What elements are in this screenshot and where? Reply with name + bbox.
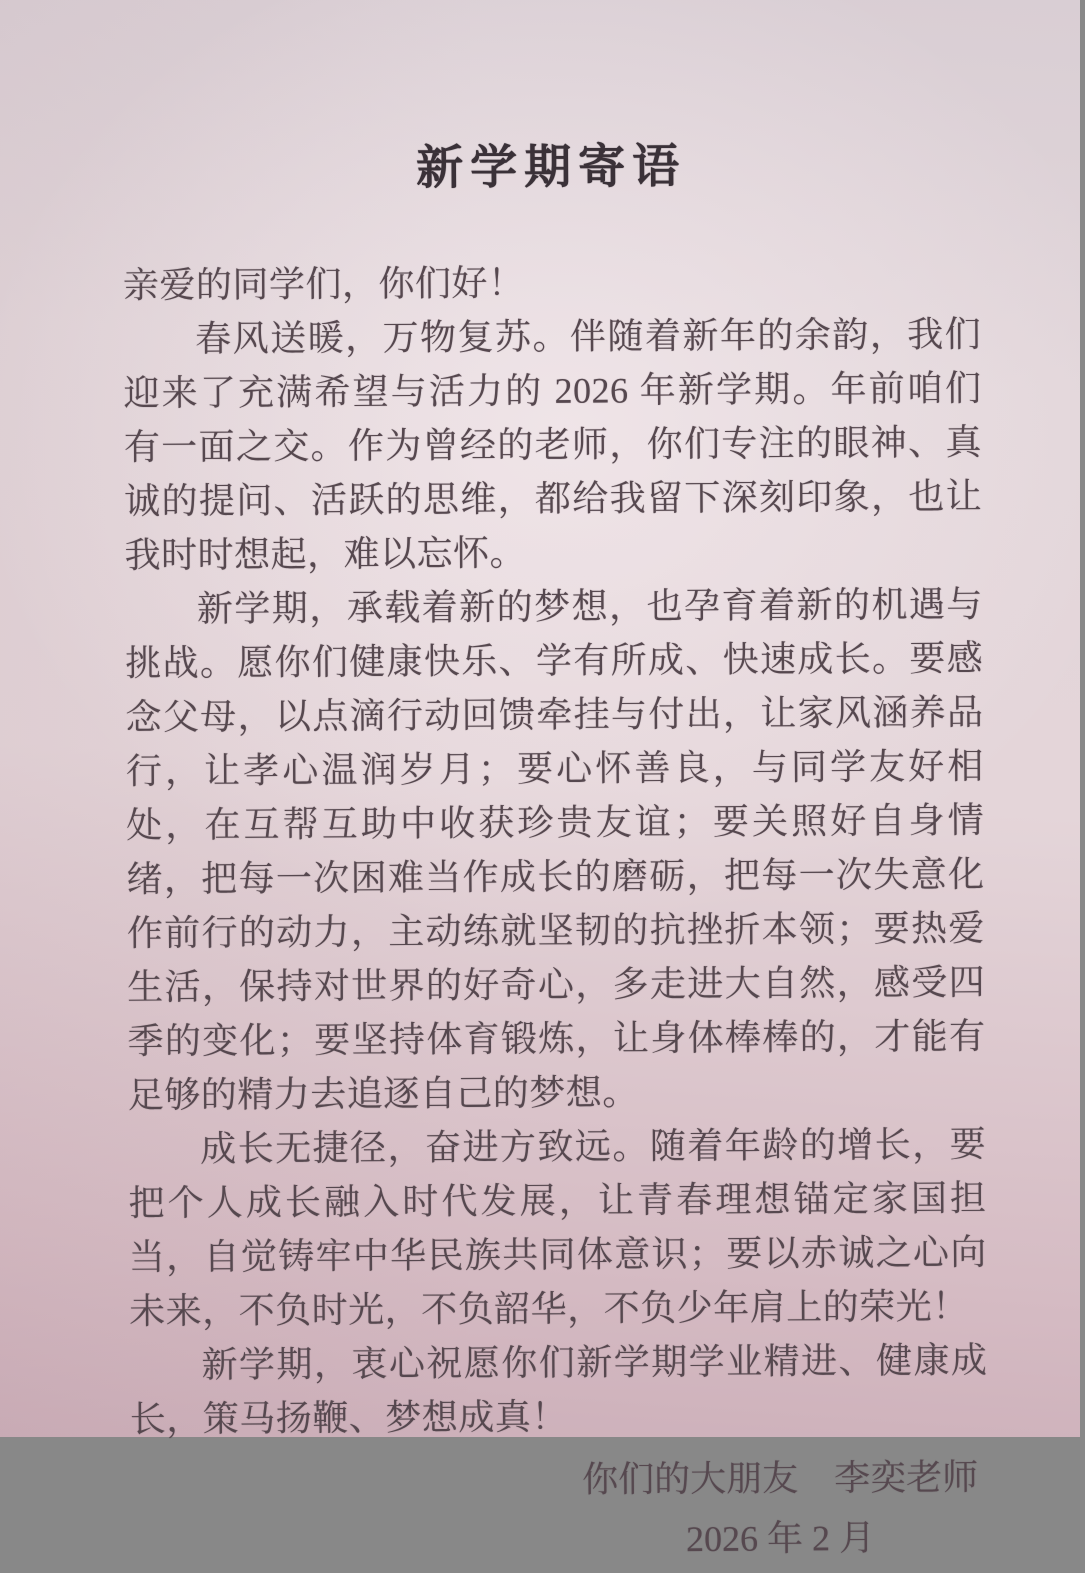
paragraph: 新学期，衷心祝愿你们新学期学业精进、健康成长，策马扬鞭、梦想成真！ (129, 1340, 988, 1440)
paragraph: 成长无捷径，奋进方致远。随着年龄的增长，要把个人成长融入时代发展，让青春理想锚定家国担当，自觉铸牢中华民族共同体意识；要以赤诚之心向未来，不负时光，不负韶华，不负少年肩上的荣光！ (128, 1124, 987, 1332)
signature-block (582, 1447, 979, 1569)
paragraph: 新学期，承载着新的梦想，也孕育着新的机遇与挑战。愿你们健康快乐、学有所成、快速成长。要感念父母，以点滴行动回馈牵挂与付出，让家风涵养品行，让孝心温润岁月；要心怀善良，与同学友好相处，在互帮互助中收获珍贵友谊；要关照好自身情绪，把每一次困难当作成长的磨砺，把每一次失意化作前行的动力，主动练就坚韧的抗挫折本领；要热爱生活，保持对世界的好奇心，多走进大自然，感受四季的变化；要坚持体育锻炼，让身体棒棒的，才能有足够的精力去追逐自己的梦想。 (125, 584, 986, 1116)
salutation: 亲爱的同学们，你们好！ (122, 263, 525, 306)
signature-date: 2026 年 2 月 (685, 1517, 876, 1560)
letter-body (123, 307, 988, 1446)
signature-name: 你们的大朋友 李奕老师 (582, 1457, 979, 1500)
page-title: 新学期寄语 (416, 141, 687, 195)
paragraph: 春风送暖，万物复苏。伴随着新年的余韵，我们迎来了充满希望与活力的 2026 年新学期。年前咱们有一面之交。作为曾经的老师，你们专注的眼神、真诚的提问、活跃的思维，都给我留下深刻印象，也让我时时想起，难以忘怀。 (123, 314, 983, 576)
